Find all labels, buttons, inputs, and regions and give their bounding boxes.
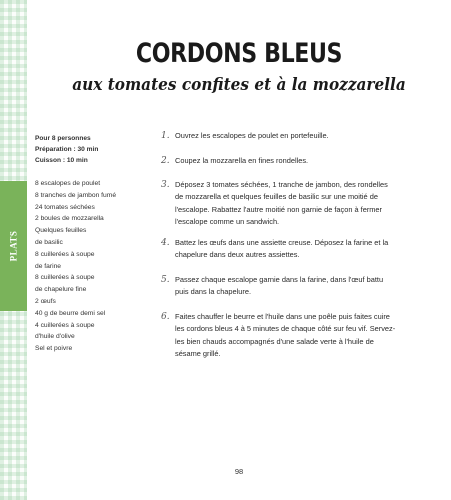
step-number: 3. [161, 180, 170, 190]
ingredient-line: d'huile d'olive [35, 333, 75, 341]
cook-time: Cuisson : 10 min [35, 157, 88, 164]
ingredient-line: 4 cuillerées à soupe [35, 321, 95, 329]
step-text: Battez les œufs dans une assiette creuse. Déposez la farine et la chapelure dans deux autres assiettes. [175, 238, 389, 260]
ingredient-line: 2 œufs [35, 297, 56, 305]
ingredient-line: 8 cuillerées à soupe [35, 250, 95, 258]
recipe-title: CORDONS BLEUS [135, 38, 343, 69]
step-number: 4. [161, 238, 170, 248]
section-tab [0, 181, 27, 311]
ingredient-line: 24 tomates séchées [35, 203, 95, 211]
step-text: Coupez la mozzarella en fines rondelles. [175, 156, 309, 165]
step-number: 6. [161, 312, 170, 322]
ingredient-line: 2 boules de mozzarella [35, 215, 104, 223]
ingredient-line: de farine [35, 262, 62, 270]
servings: Pour 8 personnes [35, 135, 91, 142]
step-number: 1. [161, 131, 170, 141]
ingredient-line: 8 escalopes de poulet [35, 180, 101, 187]
prep-time: Préparation : 30 min [35, 146, 99, 153]
ingredient-line: Sel et poivre [35, 345, 73, 353]
ingredient-line: 8 cuillerées à soupe [35, 274, 95, 282]
ingredient-line: 8 tranches de jambon fumé [35, 191, 117, 199]
ingredient-line: de basilic [35, 238, 63, 246]
ingredients-list [35, 178, 116, 355]
page-number: 98 [234, 467, 244, 476]
step-number: 2. [161, 156, 170, 166]
step-text: Déposez 3 tomates séchées, 1 tranche de jambon, des rondelles de mozzarella et quelques feuilles de basilic sur une moitié de l'escalope. Rabattez l'autre moitié non garnie de façon à fermer l'escalope comme un sandwich. [175, 180, 388, 226]
recipe-meta [35, 133, 98, 166]
step-text: Faites chauffer le beurre et l'huile dans une poêle puis faites cuire les cordons bleus 4 à 5 minutes de chaque côté sur feu vif. Servez-les bien chauds accompagnés d'une salade verte à l'huile de sésame grillé. [175, 312, 396, 358]
recipe-subtitle: aux tomates confites et à la mozzarella [72, 75, 406, 95]
ingredient-line: Quelques feuilles [35, 227, 87, 235]
ingredient-line: de chapelure fine [35, 286, 87, 294]
step-text: Passez chaque escalope garnie dans la farine, dans l'œuf battu puis dans la chapelure. [175, 275, 384, 297]
section-tab-label: PLATS [8, 230, 19, 262]
ingredient-line: 40 g de beurre demi sel [35, 309, 106, 317]
step-text: Ouvrez les escalopes de poulet en portefeuille. [175, 131, 329, 140]
step-number: 5. [161, 275, 170, 285]
